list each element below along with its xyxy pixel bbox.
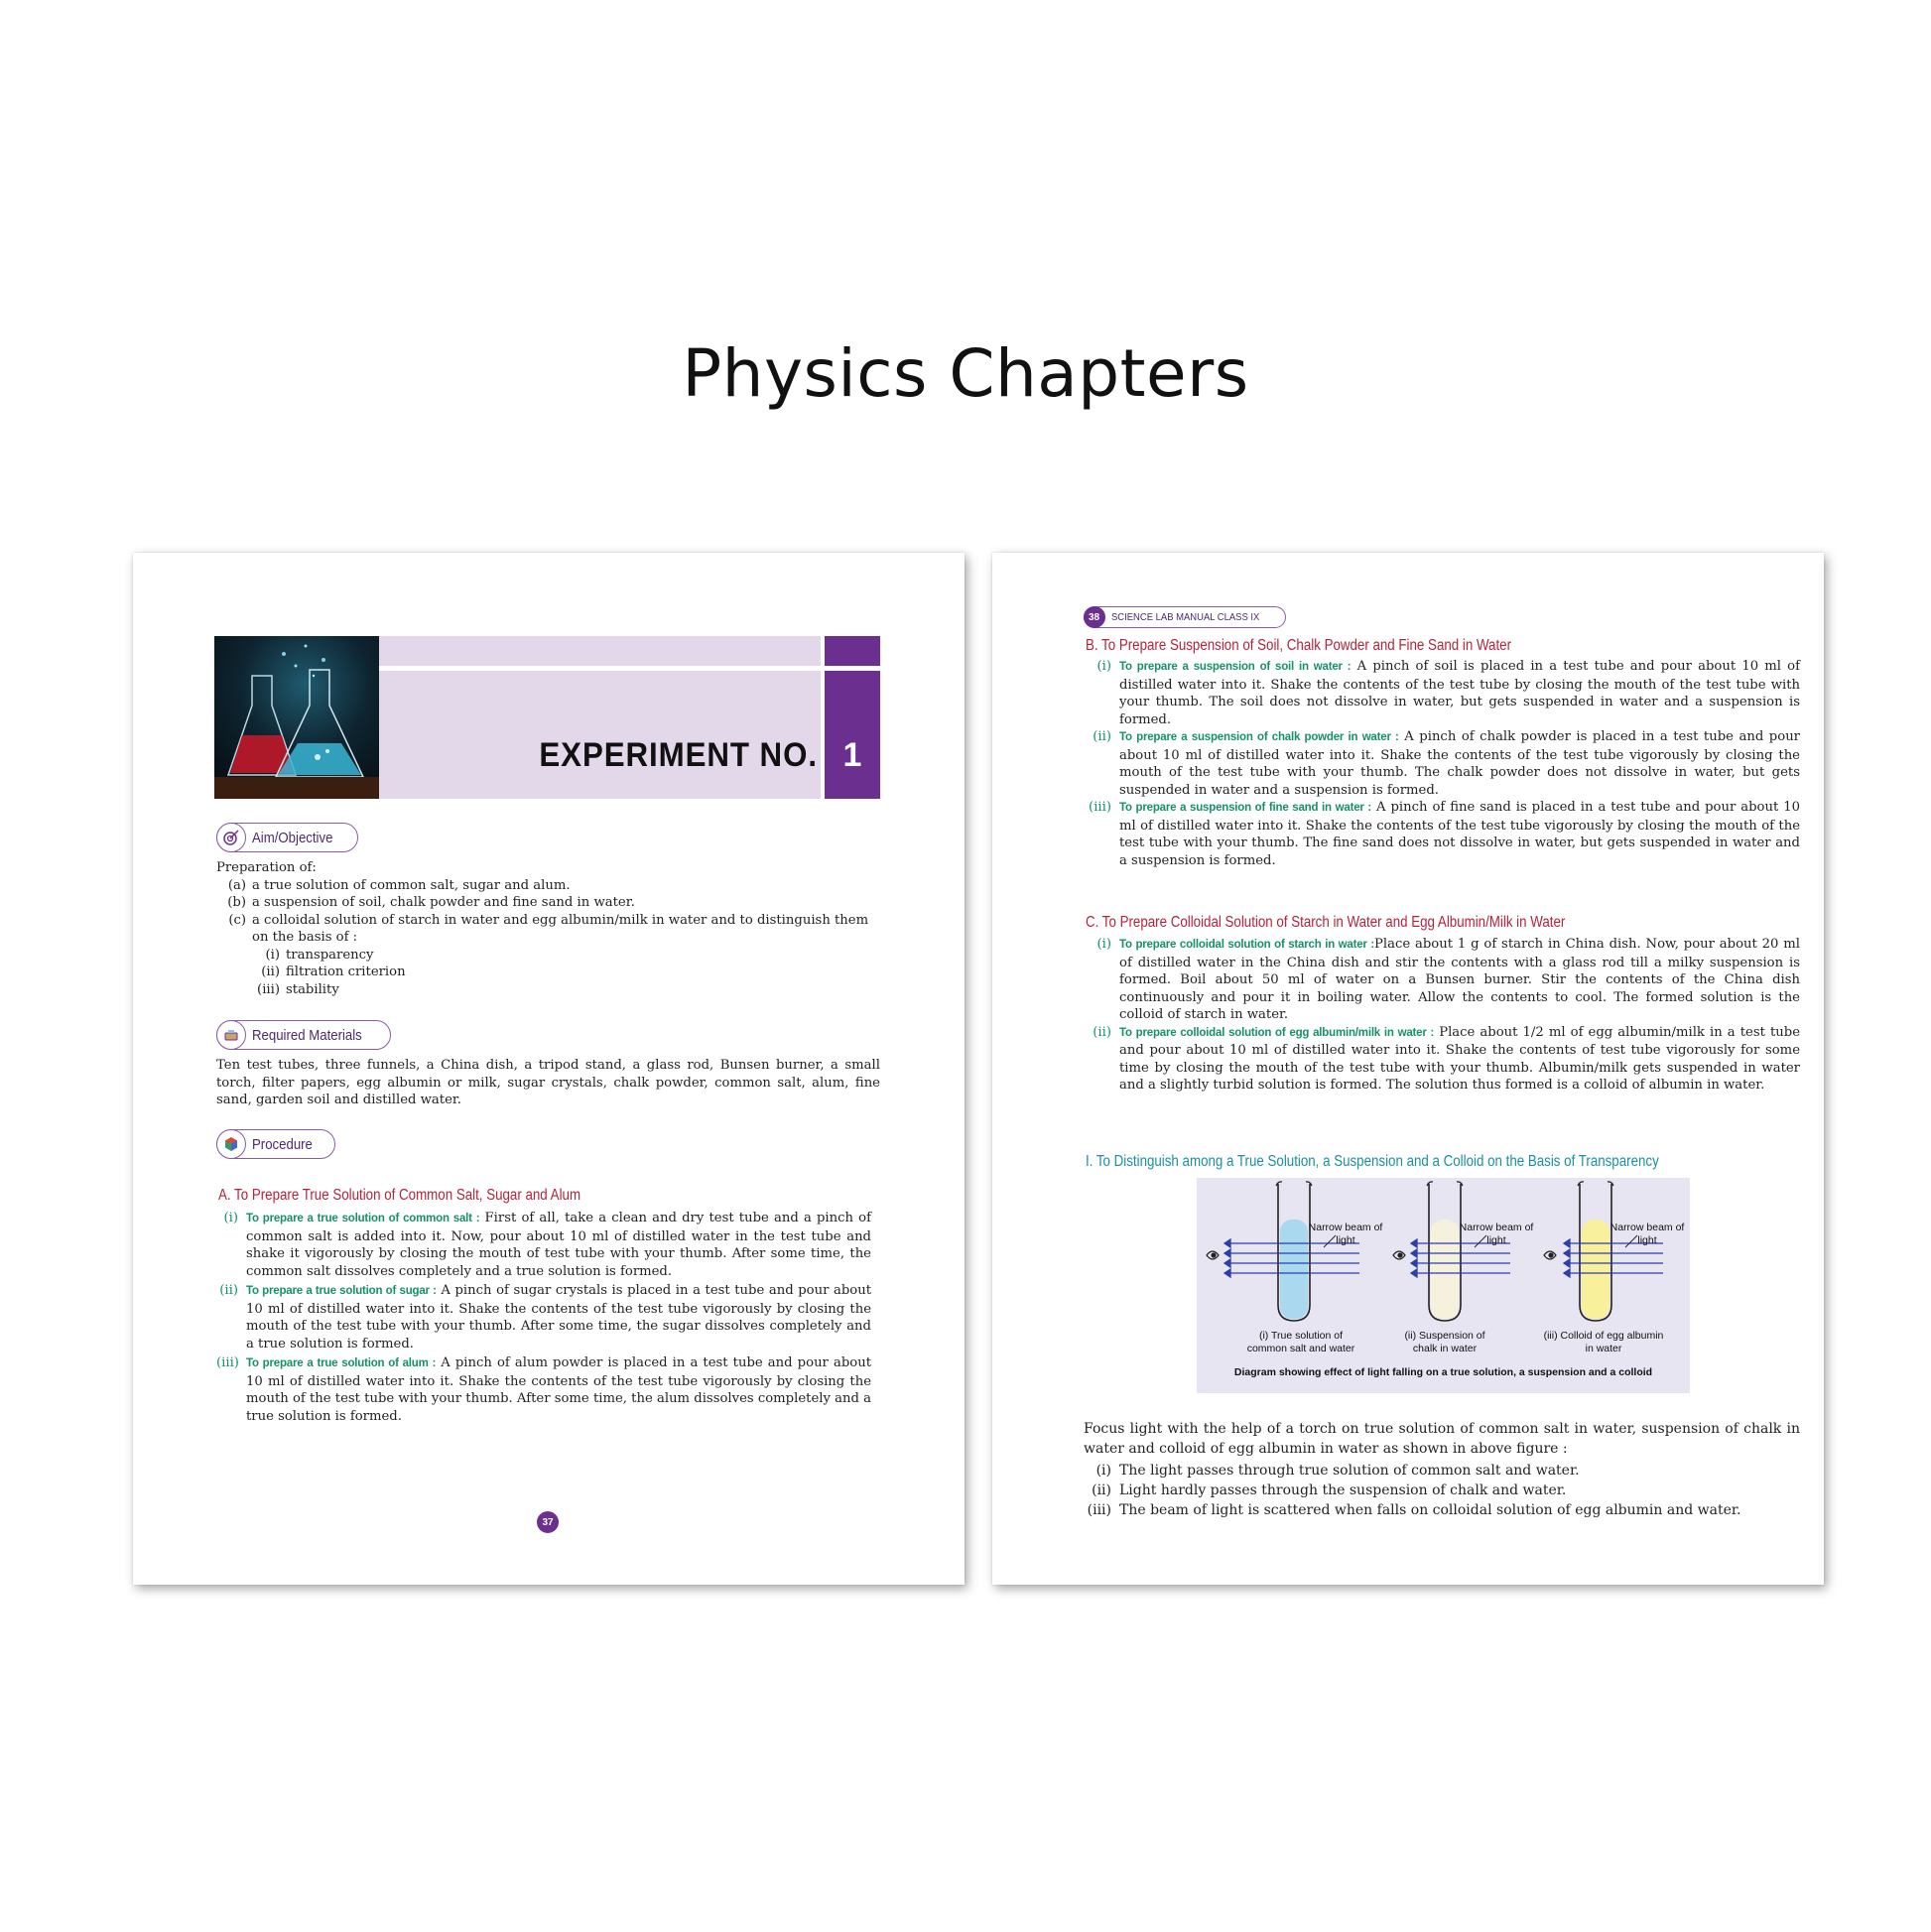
list-item: (iii) To prepare a true solution of alum : A pinch of alum powder is placed in a test tube and pour about 10 ml of distilled water into it. Shake the contents of the test tube vigorously by closing the mouth of the test tube with your thumb. After some time, the alum dissolves completely and a true solution is formed. — [216, 1355, 871, 1424]
aim-intro: Preparation of: — [216, 860, 317, 875]
running-header — [1084, 606, 1286, 628]
transparency-diagram — [1197, 1178, 1690, 1393]
right-page — [992, 553, 1824, 1585]
left-page — [133, 553, 965, 1585]
sub-list-item: (iii) stability — [257, 981, 339, 997]
test-tube-2 — [1427, 1182, 1463, 1321]
materials-heading-label: Required Materials — [251, 1026, 362, 1044]
target-icon — [216, 823, 246, 852]
observation-intro: Focus light with the help of a torch on true solution of common salt in water, suspension of chalk in water and colloid of egg albumin in water as shown in above figure : — [1084, 1421, 1800, 1457]
sub-list-item: (i) transparency — [265, 947, 374, 963]
observations-list — [1084, 1461, 1800, 1520]
diagram-caption: Diagram showing effect of light falling on a true solution, a suspension and a colloid — [1233, 1366, 1653, 1378]
title-band — [379, 671, 821, 799]
list-item: (i) To prepare a suspension of soil in water : A pinch of soil is placed in a test tube and pour about 10 ml of distilled water into it. Shake the contents of the test tube by closing the mouth of the test tube with your thumb. The soil does not dissolve in water, but gets suspended in water and a suspension is formed. — [1096, 659, 1800, 727]
procedure-heading-label: Procedure — [251, 1135, 313, 1153]
materials-heading — [216, 1020, 391, 1050]
beam-label-1: Narrow beam of light — [1308, 1222, 1383, 1246]
list-item: (i) To prepare colloidal solution of starch in water :Place about 1 g of starch in China dish. Now, pour about 20 ml of distilled water in the China dish and stir the contents with a glass rod till a milky suspension is formed. Boil about 50 ml of water on a Bunsen burner. Stir the contents of the China dish continuously and pour it in boiling water. Allow the contents to cool. The formed solution is the colloid of starch in water. — [1096, 937, 1801, 1022]
list-item: (i) The light passes through true solution of common salt and water. — [1095, 1463, 1580, 1479]
list-item: (ii) To prepare a suspension of chalk powder in water : A pinch of chalk powder is placed in a test tube and pour about 10 ml of distilled water into it. Shake the contents of the test tube vigorously by closing the mouth of the test tube with your thumb. The chalk powder does not dissolve in water, but gets suspended in water and a suspension is formed. — [1093, 729, 1800, 798]
aim-heading — [216, 823, 358, 852]
list-item: (ii) To prepare a true solution of sugar : A pinch of sugar crystals is placed in a test tube and pour about 10 ml of distilled water into it. Shake the contents of the test tube vigorously by closing the mouth of the test tube with your thumb. After some time, the sugar dissolves completely and a true solution is formed. — [219, 1283, 872, 1352]
list-item: (a) a true solution of common salt, sugar and alum. — [227, 877, 571, 893]
header-title: SCIENCE LAB MANUAL CLASS IX — [1110, 611, 1259, 623]
title-band-top — [379, 636, 821, 666]
section-c-title: C. To Prepare Colloidal Solution of Starch in Water and Egg Albumin/Milk in Water — [1086, 914, 1566, 931]
number-block — [825, 671, 880, 799]
tube-label-3: (iii) Colloid of egg albumin in water — [1543, 1330, 1664, 1354]
procedure-icon — [216, 1129, 246, 1159]
list-item: (ii) Light hardly passes through the suspension of chalk and water. — [1092, 1482, 1567, 1498]
page-number: 37 — [537, 1511, 559, 1533]
beam-label-2: Narrow beam of light — [1459, 1222, 1534, 1246]
tube-label-1: (i) True solution of common salt and water — [1246, 1330, 1355, 1354]
materials-text: Ten test tubes, three funnels, a China dish, a tripod stand, a glass rod, Bunsen burner, a small torch, filter papers, egg albumin or milk, sugar crystals, chalk powder, common salt, alum, fine sand, garden soil and distilled water. — [216, 1058, 880, 1107]
list-item: (i) To prepare a true solution of common salt : First of all, take a clean and dry test tube and a pinch of common salt is added into it. Now, pour about 10 ml of distilled water in the test tube and shake it vigorously by closing the mouth of test tube with your thumb. After some time, the common salt dissolves completely and a true solution is formed. — [223, 1211, 871, 1279]
aim-heading-label: Aim/Objective — [251, 829, 332, 846]
test-tube-3 — [1578, 1182, 1613, 1321]
experiment-title: EXPERIMENT NO. — [539, 736, 818, 774]
tube-label-2: (ii) Suspension of chalk in water — [1404, 1330, 1485, 1354]
header-page-number: 38 — [1084, 606, 1105, 628]
procedure-steps — [216, 1210, 881, 1425]
list-item: (c) a colloidal solution of starch in water and egg albumin/milk in water and to distinguish them on the basis of : — [228, 912, 869, 945]
section-b-title: B. To Prepare Suspension of Soil, Chalk Powder and Fine Sand in Water — [1086, 637, 1512, 654]
section-i-title: I. To Distinguish among a True Solution, a Suspension and a Colloid on the Basis of Transparency — [1086, 1153, 1659, 1170]
list-item: (iii) The beam of light is scattered when falls on colloidal solution of egg albumin and water. — [1087, 1502, 1741, 1518]
section-c-steps — [1084, 936, 1800, 1095]
number-block-top — [825, 636, 880, 666]
flask-photo — [214, 636, 379, 799]
aim-section — [216, 859, 881, 998]
list-item: (ii) To prepare colloidal solution of egg albumin/milk in water : Place about 1/2 ml of egg albumin/milk in a test tube and pour about 10 ml of distilled water into it. Shake the contents of test tube vigorously for some time by closing the mouth of the test tube with your thumb. Albumin/milk gets suspended in water and a slightly turbid solution is formed. The solution thus formed is a colloid of albumin in water. — [1093, 1024, 1800, 1093]
section-b-steps — [1084, 658, 1800, 869]
list-item: (iii) To prepare a suspension of fine sand in water : A pinch of fine sand is placed in a test tube and pour about 10 ml of distilled water into it. Shake the contents of the test tube vigorously by closing the mouth of the test tube with your thumb. The fine sand does not dissolve in water, but gets suspended in water and a suspension is formed. — [1089, 800, 1800, 868]
page-heading: Physics Chapters — [682, 335, 1249, 412]
procedure-heading — [216, 1129, 335, 1159]
test-tube-1 — [1276, 1182, 1312, 1321]
materials-icon — [216, 1020, 246, 1050]
sub-list-item: (ii) filtration criterion — [261, 965, 406, 979]
section-a-title: A. To Prepare True Solution of Common Salt, Sugar and Alum — [218, 1187, 581, 1204]
experiment-number: 1 — [842, 736, 862, 774]
beam-label-3: Narrow beam of light — [1609, 1222, 1685, 1246]
list-item: (b) a suspension of soil, chalk powder and fine sand in water. — [227, 895, 635, 910]
